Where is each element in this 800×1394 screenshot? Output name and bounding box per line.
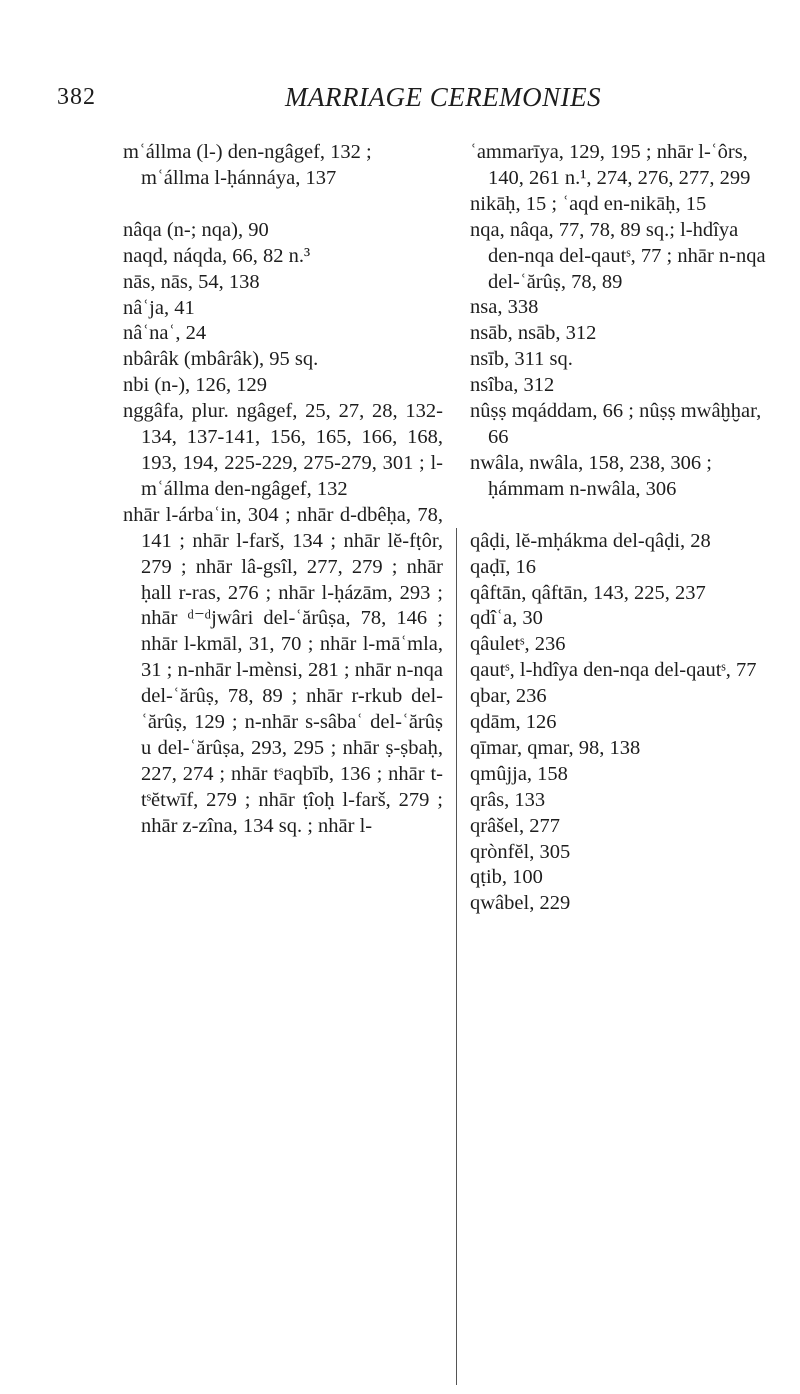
- index-entry: nggâfa, plur. ngâgef, 25, 27, 28, 132-134, 137-141, 156, 165, 166, 168, 193, 194, 225-229, 275-279, 301 ; l-mʿállma den-ngâgef, 132: [123, 400, 443, 500]
- index-entry: nsîba, 312: [470, 374, 555, 397]
- running-title: MARRIAGE CEREMONIES: [285, 82, 602, 112]
- index-column-left: [123, 140, 443, 840]
- index-entry: nhār l-árbaʿin, 304 ; nhār d-dbêḥa, 78, 141 ; nhār l-farš, 134 ; nhār lĕ-fṭôr, 279 ; nhār lâ-gsîl, 277, 279 ; nhār ḥall r-ras, 276 ; nhār l-ḥázām, 293 ; nhār ᵈ⁻ᵈjwâri del-ʿărûṣa, 78, 146 ; nhār l-kmāl, 31, 70 ; nhār l-māʿmla, 31 ; n-nhār l-mènsi, 281 ; nhār n-nqa del-ʿărûṣ, 78, 89 ; nhār r-rkub del-ʿărûṣ, 129 ; n-nhār s-sâbaʿ del-ʿărûṣ u del-ʿărûṣa, 293, 295 ; nhār ṣ-ṣbaḥ, 227, 274 ; nhār tˢaqbīb, 136 ; nhār t-tˢĕtwīf, 279 ; nhār ṭîoḥ l-farš, 279 ; nhār z-zîna, 134 sq. ; nhār l-: [123, 503, 443, 837]
- index-entry: qrònfĕl, 305: [470, 840, 571, 863]
- index-entry: qrâs, 133: [470, 788, 546, 811]
- index-entry: ʿammarīya, 129, 195 ; nhār l-ʿôrs, 140, 261 n.¹, 274, 276, 277, 299: [470, 141, 751, 189]
- index-entry: nbârâk (mbârâk), 95 sq.: [123, 348, 319, 371]
- index-entry: mʿállma (l-) den-ngâgef, 132 ; mʿállma l-ḥánnáya, 137: [123, 141, 372, 189]
- index-entry: nsa, 338: [470, 296, 539, 319]
- index-entry: nâʿja, 41: [123, 296, 195, 319]
- index-entry: nbi (n-), 126, 129: [123, 374, 268, 397]
- index-entry: nwâla, nwâla, 158, 238, 306 ; ḥámmam n-nwâla, 306: [470, 451, 712, 500]
- index-entry: qâḍi, lĕ-mḥákma del-qâḍi, 28: [470, 529, 711, 552]
- page-number: 382: [57, 84, 96, 110]
- index-entry: nās, nās, 54, 138: [123, 270, 260, 293]
- page-header: [0, 0, 800, 130]
- index-entry: qâftān, qâftān, 143, 225, 237: [470, 581, 706, 604]
- index-entry: qaḍī, 16: [470, 555, 537, 578]
- index-entry: qmûjja, 158: [470, 762, 568, 785]
- index-entry: nikāḥ, 15 ; ʿaqd en-nikāḥ, 15: [470, 192, 707, 215]
- index-entry: qdām, 126: [470, 711, 557, 734]
- index-entry: qīmar, qmar, 98, 138: [470, 736, 641, 759]
- index-entry: qrâšel, 277: [470, 814, 560, 837]
- index-column-right: [470, 140, 770, 917]
- index-entry: qwâbel, 229: [470, 892, 571, 915]
- index-entry: nqa, nâqa, 77, 78, 89 sq.; l-hdîya den-nqa del-qautˢ, 77 ; nhār n-nqa del-ʿărûṣ, 78, 89: [470, 218, 766, 293]
- index-entry: qṭib, 100: [470, 866, 543, 889]
- index-entry: qautˢ, l-hdîya den-nqa del-qautˢ, 77: [470, 659, 757, 682]
- index-entry: nsāb, nsāb, 312: [470, 322, 597, 345]
- index-entry: nûṣṣ mqáddam, 66 ; nûṣṣ mwâḫḫar, 66: [470, 400, 762, 448]
- index-entry: qdîʿa, 30: [470, 607, 543, 630]
- index-entry: nâʿnaʿ, 24: [123, 322, 207, 345]
- index-entry: nâqa (n-; nqa), 90: [123, 218, 269, 241]
- index-entry: naqd, náqda, 66, 82 n.³: [123, 244, 311, 267]
- index-entry: qâuletˢ, 236: [470, 633, 566, 656]
- index-entry: qbar, 236: [470, 685, 547, 708]
- column-divider: [456, 528, 457, 1385]
- index-entry: nsīb, 311 sq.: [470, 348, 573, 371]
